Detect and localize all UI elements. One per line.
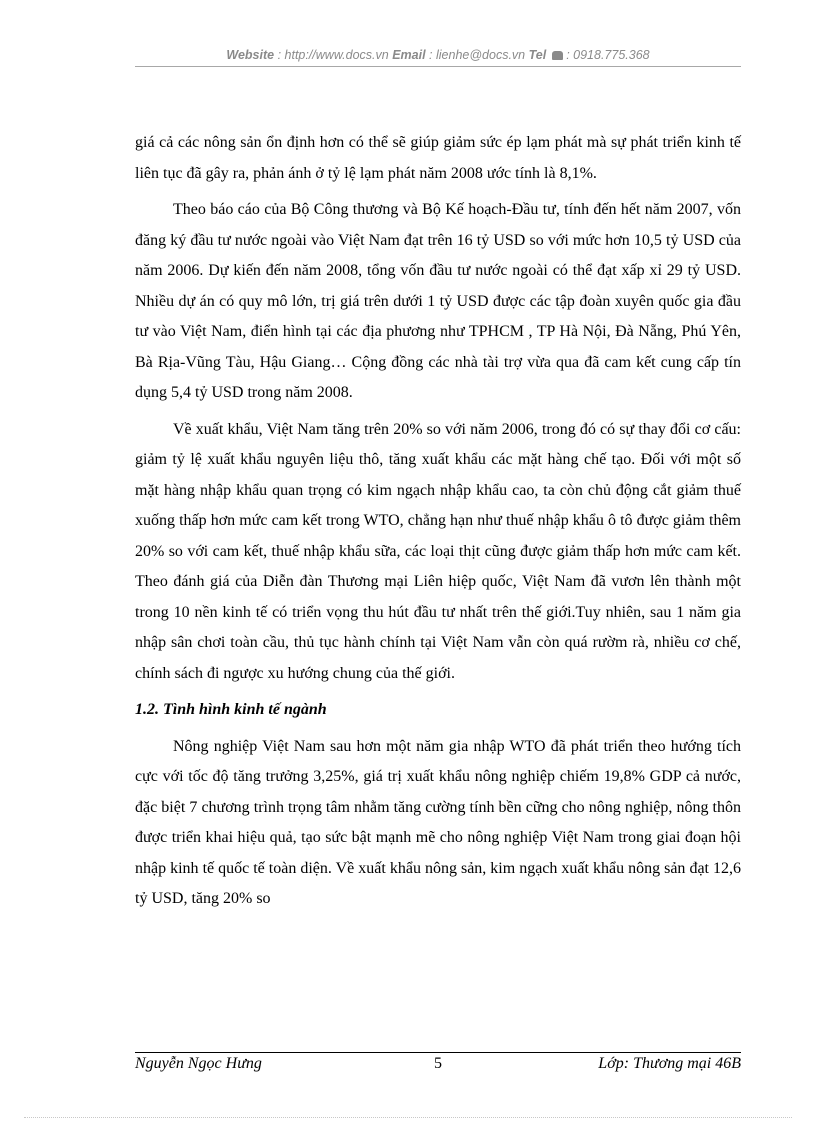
paragraph-1: giá cả các nông sản ổn định hơn có thể sẽ giúp giảm sức ép lạm phát mà sự phát triển kinh tế liên tục đã gây ra, phản ánh ở tỷ lệ lạm phát năm 2008 ước tính là 8,1%. — [135, 134, 741, 182]
page-bottom-border — [24, 1117, 792, 1118]
footer-author: Nguyễn Ngọc Hưng — [135, 1055, 262, 1072]
email-value: lienhe@docs.vn — [436, 48, 526, 62]
footer-divider — [135, 1052, 741, 1053]
email-label: Email — [392, 48, 426, 62]
page-header — [135, 48, 741, 62]
tel-label: Tel — [528, 48, 547, 62]
website-value: http://www.docs.vn — [284, 48, 389, 62]
page-footer — [135, 1055, 741, 1077]
document-body — [135, 128, 741, 915]
page-number: 5 — [434, 1055, 442, 1072]
section-heading: 1.2. Tình hình kinh tế ngành — [135, 701, 327, 718]
paragraph-2: Theo báo cáo của Bộ Công thương và Bộ Kế hoạch-Đầu tư, tính đến hết năm 2007, vốn đăng ký đầu tư nước ngoài vào Việt Nam đạt trên 16 tỷ USD so với mức hơn 10,5 tỷ USD của năm 2006. Dự kiến đến năm 2008, tổng vốn đầu tư nước ngoài có thể đạt xấp xỉ 29 tỷ USD. Nhiều dự án có quy mô lớn, trị giá trên dưới 1 tỷ USD được các tập đoàn xuyên quốc gia đầu tư vào Việt Nam, điển hình tại các địa phương như TPHCM , TP Hà Nội, Đà Nẵng, Phú Yên, Bà Rịa-Vũng Tàu, Hậu Giang… Cộng đồng các nhà tài trợ vừa qua đã cam kết cung cấp tín dụng 5,4 tỷ USD trong năm 2008. — [135, 201, 741, 401]
paragraph-3: Về xuất khẩu, Việt Nam tăng trên 20% so với năm 2006, trong đó có sự thay đổi cơ cấu: giảm tỷ lệ xuất khẩu nguyên liệu thô, tăng xuất khẩu các mặt hàng chế tạo. Đối với một số mặt hàng nhập khẩu quan trọng có kim ngạch nhập khẩu cao, ta còn chủ động cắt giảm thuế xuống thấp hơn mức cam kết trong WTO, chẳng hạn như thuế nhập khẩu ô tô được giảm thêm 20% so với cam kết, thuế nhập khẩu sữa, các loại thịt cũng được giảm thấp hơn mức cam kết. Theo đánh giá của Diễn đàn Thương mại Liên hiệp quốc, Việt Nam đã vươn lên thành một trong 10 nền kinh tế có triển vọng thu hút đầu tư nhất trên thế giới.Tuy nhiên, sau 1 năm gia nhập sân chơi toàn cầu, thủ tục hành chính tại Việt Nam vẫn còn quá rườm rà, nhiều cơ chế, chính sách đi ngược xu hướng chung của thế giới. — [135, 420, 741, 682]
tel-separator: : — [562, 48, 574, 62]
paragraph-4: Nông nghiệp Việt Nam sau hơn một năm gia nhập WTO đã phát triển theo hướng tích cực với tốc độ tăng trưởng 3,25%, giá trị xuất khẩu nông nghiệp chiếm 19,8% GDP cả nước, đặc biệt 7 chương trình trọng tâm nhằm tăng cường tính bền cững cho nông nghiệp, nông thôn được triển khai hiệu quả, tạo sức bật mạnh mẽ cho nông nghiệp Việt Nam trong giai đoạn hội nhập kinh tế quốc tế toàn diện. Về xuất khẩu nông sản, kim ngạch xuất khẩu nông sản đạt 12,6 tỷ USD, tăng 20% so — [135, 737, 741, 907]
footer-class: Lớp: Thương mại 46B — [598, 1055, 741, 1072]
header-divider — [135, 66, 741, 67]
website-label: Website — [226, 48, 275, 62]
tel-value: 0918.775.368 — [573, 48, 650, 62]
phone-icon — [552, 51, 563, 60]
email-separator: : — [425, 48, 436, 62]
website-separator: : — [274, 48, 285, 62]
